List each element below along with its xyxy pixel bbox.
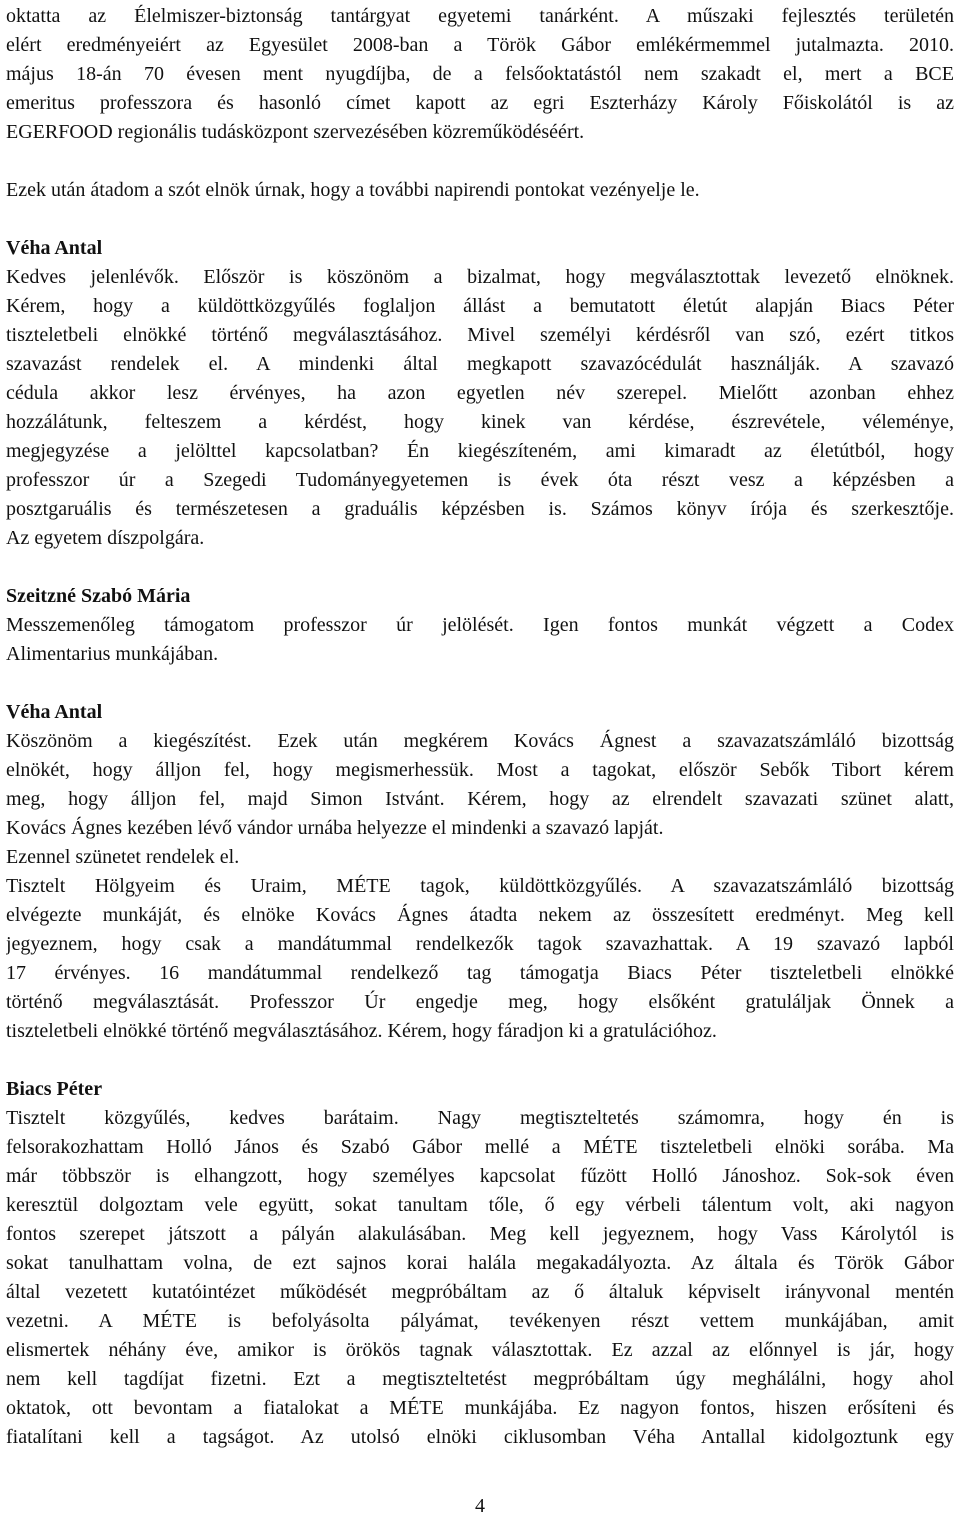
text-line: felsorakozhattam Holló János és Szabó Gábor mellé a MÉTE tiszteletbeli elnöki sorába. Ma (6, 1136, 954, 1158)
text-line: nem kell tagdíjat fizetni. Ezt a megtiszteltetést megpróbáltam úgy meghálálni, hogy ahol (6, 1368, 954, 1390)
paragraph-spacer (6, 669, 954, 698)
paragraph-spacer (6, 1046, 954, 1075)
text-line: meg, hogy álljon fel, majd Simon Istvánt. Kérem, hogy az elrendelt szavazati szünet alatt, (6, 788, 954, 810)
text-line: professzor úr a Szegedi Tudományegyetemen is évek óta részt vesz a képzésben a (6, 469, 954, 491)
text-line: fontos szerepet játszott a pályán alakulásában. Meg kell jegyeznem, hogy Vass Károlytól is (6, 1223, 954, 1245)
paragraph (6, 2, 954, 147)
text-line: történő megválasztását. Professzor Úr engedje meg, hogy elsőként gratuláljak Önnek a (6, 991, 954, 1013)
text-line: már többször is elhangzott, hogy személyes kapcsolat fűzött Holló Jánoshoz. Sok-sok éven (6, 1165, 954, 1187)
text-line: Messzemenőleg támogatom professzor úr jelölését. Igen fontos munkát végzett a Codex (6, 614, 954, 636)
speaker-name: Biacs Péter (6, 1078, 103, 1100)
page-number: 4 (475, 1495, 485, 1517)
text-line: Alimentarius munkájában. (6, 643, 219, 665)
text-line: cédula akkor lesz érvényes, ha azon egyetlen név szerepel. Mielőtt azonban ehhez (6, 382, 954, 404)
paragraph (6, 263, 954, 553)
text-line: Ezek után átadom a szót elnök úrnak, hogy a további napirendi pontokat vezényelje le. (6, 179, 700, 201)
speaker-name: Szeitzné Szabó Mária (6, 585, 191, 607)
text-line: EGERFOOD regionális tudásközpont szervezésében közreműködéséért. (6, 121, 585, 143)
text-line: jegyeznem, hogy csak a mandátummal rendelkezők tagok szavazhattak. A 19 szavazó lapból (6, 933, 954, 955)
text-line: május 18-án 70 évesen ment nyugdíjba, de a felsőoktatástól nem szakadt el, mert a BCE (6, 63, 954, 85)
text-line: megjegyzése a jelölttel kapcsolatban? Én kiegészíteném, ami kimaradt az életútból, hogy (6, 440, 954, 462)
paragraph-spacer (6, 553, 954, 582)
text-line: 17 érvényes. 16 mandátummal rendelkező tag támogatja Biacs Péter tiszteletbeli elnökké (6, 962, 954, 984)
paragraph (6, 176, 954, 205)
text-line: fiatalítani kell a tagságot. Az utolsó elnöki ciklusomban Véha Antallal kidolgoztunk egy (6, 1426, 954, 1448)
speaker-name: Véha Antal (6, 701, 103, 723)
text-line: hozzálátunk, felteszem a kérdést, hogy kinek van kérdése, észrevétele, véleménye, (6, 411, 954, 433)
text-line: elnökét, hogy álljon fel, hogy megismerhessük. Most a tagokat, először Sebők Tibort kérem (6, 759, 954, 781)
text-line: posztgaruális és természetesen a graduális képzésben is. Számos könyv írója és szerkesztője. (6, 498, 954, 520)
paragraph-spacer (6, 205, 954, 234)
text-line: Kérem, hogy a küldöttközgyűlés foglaljon állást a bemutatott életút alapján Biacs Péter (6, 295, 954, 317)
text-line: szavazást rendelek el. A mindenki által megkapott szavazócédulát használják. A szavazó (6, 353, 954, 375)
text-line: elért eredményeiért az Egyesület 2008-ban a Török Gábor emlékérmemmel jutalmazta. 2010. (6, 34, 954, 56)
paragraph (6, 611, 954, 669)
text-line: Tisztelt Hölgyeim és Uraim, MÉTE tagok, küldöttközgyűlés. A szavazatszámláló bizottság (6, 875, 954, 897)
speaker-name: Véha Antal (6, 237, 103, 259)
text-line: keresztül dolgoztam vele együtt, sokat tanultam tőle, ő egy vérbeli tálentum volt, aki nagyon (6, 1194, 954, 1216)
text-line: Tisztelt közgyűlés, kedves barátaim. Nagy megtiszteltetés számomra, hogy én is (6, 1107, 954, 1129)
text-line: emeritus professzora és hasonló címet kapott az egri Eszterházy Károly Főiskolától is az (6, 92, 954, 114)
text-line: Kovács Ágnes kezében lévő vándor urnába helyezze el mindenki a szavazó lapját. (6, 817, 664, 839)
text-line: elismertek néhány éve, amikor is örökös tagnak választottak. Ez azzal az előnnyel is jár, hogy (6, 1339, 954, 1361)
text-line: Ezennel szünetet rendelek el. (6, 846, 240, 868)
document-page (6, 2, 954, 1452)
paragraph (6, 727, 954, 1046)
text-line: oktatok, ott bevontam a fiatalokat a MÉTE munkájába. Ez nagyon fontos, hiszen erősíteni és (6, 1397, 954, 1419)
paragraph-spacer (6, 147, 954, 176)
text-line: Az egyetem díszpolgára. (6, 527, 205, 549)
text-line: tiszteletbeli elnökké történő megválasztásához. Kérem, hogy fáradjon ki a gratulációhoz. (6, 1020, 717, 1042)
text-line: vezetni. A MÉTE is befolyásolta pályámat, tevékenyen részt vettem munkájában, amit (6, 1310, 954, 1332)
text-line: Köszönöm a kiegészítést. Ezek után megkérem Kovács Ágnest a szavazatszámláló bizottság (6, 730, 954, 752)
text-line: sokat tanulhattam volna, de ezt sajnos korai halála megakadályozta. Az általa és Török Gábor (6, 1252, 954, 1274)
text-line: oktatta az Élelmiszer-biztonság tantárgyat egyetemi tanárként. A műszaki fejlesztés területén (6, 5, 954, 27)
text-line: Kedves jelenlévők. Először is köszönöm a bizalmat, hogy megválasztottak levezető elnöknek. (6, 266, 954, 288)
paragraph (6, 1104, 954, 1452)
text-line: elvégezte munkáját, és elnöke Kovács Ágnes átadta nekem az összesített eredményt. Meg kell (6, 904, 954, 926)
text-line: tiszteletbeli elnökké történő megválasztásához. Mivel személyi kérdésről van szó, ezért titkos (6, 324, 954, 346)
text-line: által vezetett kutatóintézet működését megpróbáltam az ő általuk képviselt irányvonal mentén (6, 1281, 954, 1303)
